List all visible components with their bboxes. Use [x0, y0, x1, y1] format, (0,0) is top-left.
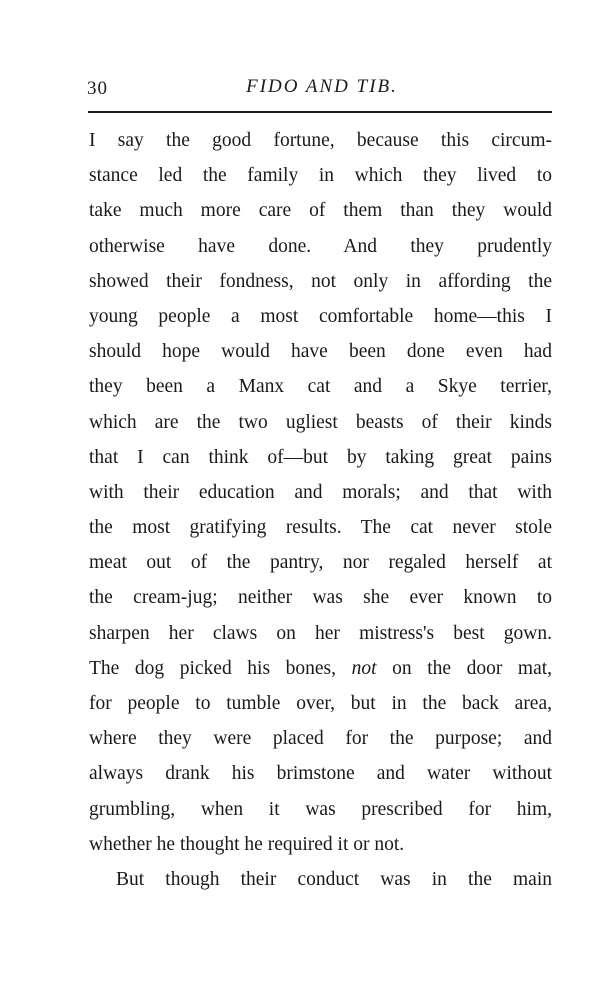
text-line: grumbling, when it was prescribed for him,: [89, 798, 552, 820]
text-line: that I can think of—but by taking great pains: [89, 446, 552, 468]
text-line: stance led the family in which they lived to: [89, 165, 552, 187]
page-number: 30: [87, 78, 108, 99]
body-text: [89, 123, 552, 897]
text-line: whether he thought he required it or not.: [89, 833, 405, 855]
text-line: young people a most comfortable home—this I: [89, 305, 552, 327]
text-line: the most gratifying results. The cat never stole: [89, 517, 552, 539]
text-line: should hope would have been done even had: [89, 341, 552, 363]
text-line: But though their conduct was in the main: [116, 868, 552, 890]
text-segment: The dog picked his bones,: [89, 657, 336, 679]
text-line: for people to tumble over, but in the back area,: [89, 693, 552, 714]
header-rule: [88, 111, 552, 113]
text-line: sharpen her claws on her mistress's best gown.: [89, 622, 552, 644]
running-title: FIDO AND TIB.: [246, 76, 398, 97]
text-line: take much more care of them than they would: [89, 200, 552, 222]
text-line: with their education and morals; and that with: [89, 481, 552, 503]
text-line: meat out of the pantry, nor regaled herself at: [89, 552, 552, 574]
text-line: I say the good fortune, because this circum-: [89, 130, 552, 151]
text-line: always drank his brimstone and water without: [89, 763, 552, 785]
emphasis-text: not: [351, 657, 377, 679]
text-line: which are the two ugliest beasts of their kinds: [89, 411, 552, 433]
text-line: the cream-jug; neither was she ever known to: [89, 587, 552, 609]
text-segment: on the door mat,: [392, 657, 552, 679]
text-line: where they were placed for the purpose; and: [89, 728, 552, 750]
text-line: they been a Manx cat and a Skye terrier,: [89, 376, 552, 398]
text-line: showed their fondness, not only in affording the: [89, 270, 552, 292]
text-line: [89, 651, 552, 686]
text-line: otherwise have done. And they prudently: [89, 235, 552, 257]
